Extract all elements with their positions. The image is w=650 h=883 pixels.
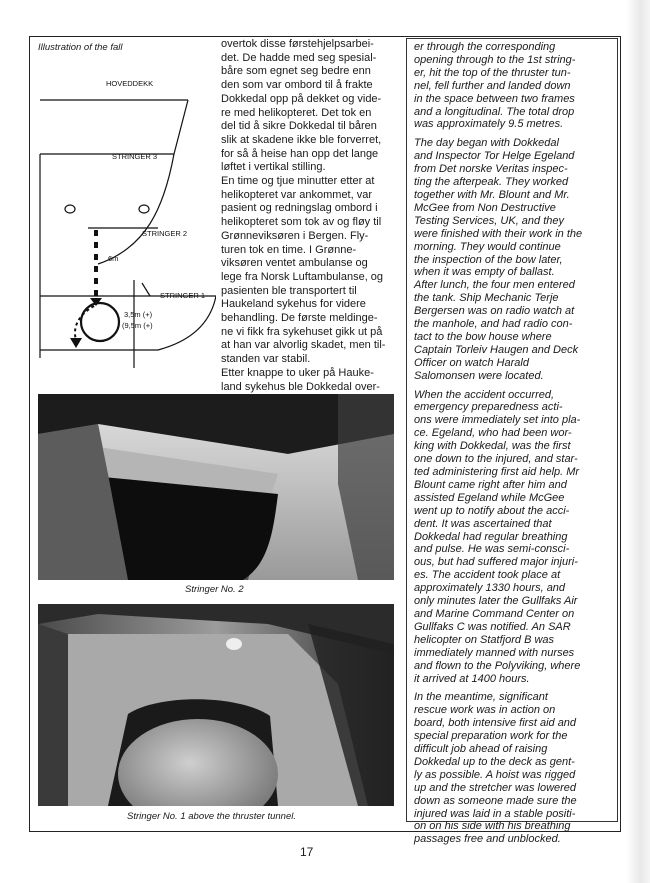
norwegian-text-column: overtok disse førstehjelpsarbei- det. De hadde med seg spesial- båre som egnet seg bedre enn den som var ombord til å frakte Dokkedal opp på dekket og vide- re med helikopteret. Det tok en del tid å sikre Dokkedal til båren slik at skadene ikke ble forverret, for så å heise han opp det lange løftet i vertikal stilling. En time og tjue minutter etter at helikopteret var ankommet, var pasient og redningslag ombord i helikopteret som tok av og fløy til Grønneviksøren i Bergen. Fly- turen tok en time. I Grønne- viksøren ventet ambulanse og lege fra Norsk Luftambulanse, og pasienten ble transportert til Haukeland sykehus for videre behandling. De første meldinge- ne vi fikk fra sykehuset gikk ut på at han var alvorlig skadet, men til- standen var stabil. Etter knappe to uker på Hauke- land sykehus ble Dokkedal over- (221, 38, 386, 393)
photo-stringer-1 (38, 604, 394, 806)
english-paragraph: In the meantime, significant rescue work was in action on board, both intensive first aid and special preparation work for the difficult job ahead of raising Dokkedal up to the deck as gent- ly as possible. A hoist was rigged up and the stretcher was lowered down as someone made sure the injured was laid in a stable positi- on on his side with his breathing passages free and unblocked. (414, 691, 577, 846)
photo-stringer-2 (38, 394, 394, 580)
illustration-caption: Illustration of the fall (38, 42, 123, 53)
stringer3-label: STRINGER 3 (112, 152, 158, 161)
photo-caption-top: Stringer No. 2 (185, 584, 244, 595)
deck-label: HOVEDDEKK (106, 79, 154, 88)
english-paragraph: The day began with Dokkedal and Inspector Tor Helge Egeland from Det norske Veritas inspec- ting the afterpeak. They worked together with Mr. Blount and Mr. McGee from Non Destructive Testing Services, UK, and they were finished with their work in the morning. They would continue the inspection of the bow later, when it was empty of ballast. After lunch, the four men entered the tank. Ship Mechanic Terje Bergersen was on radio watch at the manhole, and had radio con- tact to the bow house where Captain Torleiv Haugen and Deck Officer on watch Harald Salomonsen were located. (414, 137, 583, 382)
stringer1-label: STRINGER 1 (160, 291, 206, 300)
fall-diagram (38, 58, 216, 376)
thruster-tunnel (81, 303, 119, 341)
stringer3-line (40, 100, 188, 154)
english-paragraph: er through the corresponding opening through to the 1st string- er, hit the top of the thruster tun- nel, fell further and landed down in the space between two frames and a longitudinal. The total drop was approximately 9.5 metres. (414, 41, 576, 131)
page-edge-shadow (626, 0, 650, 883)
drop-6m-label: 6m (108, 254, 119, 263)
photo-caption-bottom: Stringer No. 1 above the thruster tunnel. (127, 811, 296, 822)
stringer2-label: STRINGER 2 (142, 229, 188, 238)
hull-curve-upper (98, 154, 174, 264)
english-text-column (406, 38, 618, 846)
page-number: 17 (300, 845, 314, 859)
drop-95m-label: (9,5m (+) (122, 321, 153, 330)
drop-35m-label: 3,5m (+) (124, 310, 153, 319)
english-paragraph: When the accident occurred, emergency preparedness acti- ons were immediately set into pla- ce. Egeland, who had been wor- king with Dokkedal, was the first one down to the injured, and star- ted administering first aid help. Mr Blount came right after him and assisted Egeland while McGee went up to notify about the acci- dent. It was ascertained that Dokkedal had regular breathing and pulse. He was semi-consci- ous, but had suffered major injuri- es. The accident took place at approximately 1330 hours, and only minutes later the Gullfaks Air and Marine Command Center on Gullfaks C was notified. An SAR helicopter on Statfjord B was immediately manned with nurses and flown to the Polyviking, where it arrived at 1400 hours. (414, 388, 581, 685)
